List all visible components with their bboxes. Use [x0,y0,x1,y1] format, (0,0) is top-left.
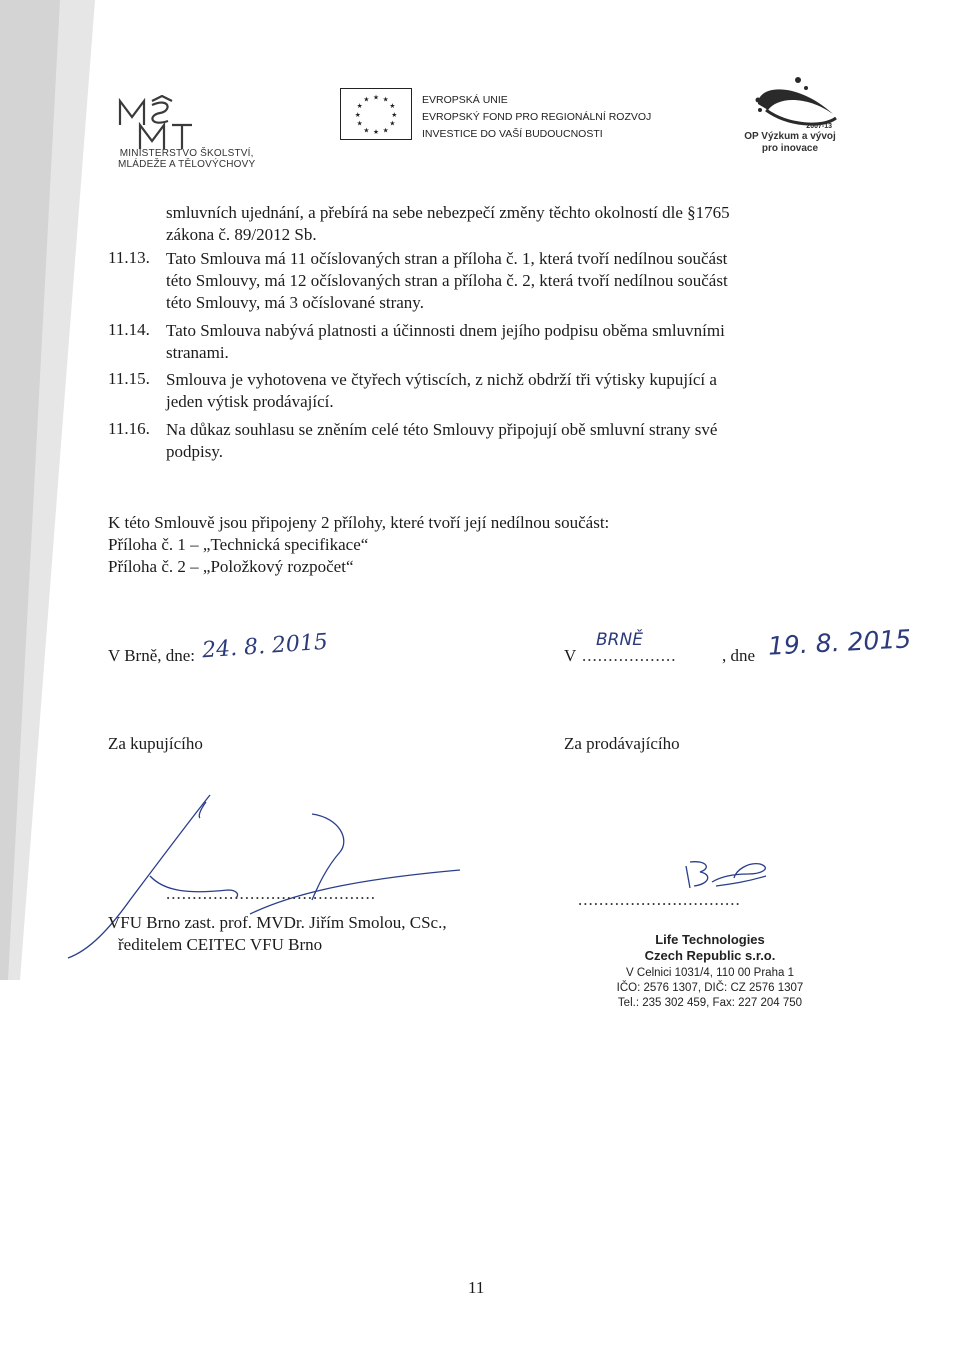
intro-paragraph [166,202,730,246]
right-place-handwritten: BRNĚ [596,630,643,650]
svg-text:★: ★ [356,102,363,111]
seller-signature-dots: ............................... [578,890,741,909]
svg-text:★: ★ [363,95,370,104]
svg-text:★: ★ [354,110,361,119]
svg-text:★: ★ [356,119,363,128]
msmt-line-2: MLÁDEŽE A TĚLOVÝCHOVY [118,159,256,170]
eu-flag-icon [340,88,412,140]
svg-text:★: ★ [382,95,389,104]
intro-line-2: zákona č. 89/2012 Sb. [166,225,317,244]
svg-text:★: ★ [389,102,396,111]
eu-line-2: EVROPSKÝ FOND PRO REGIONÁLNÍ ROZVOJ [422,111,652,123]
clause-line: této Smlouvy, má 3 očíslované strany. [166,293,424,312]
msmt-logo-icon [112,95,212,150]
eu-line-1: EVROPSKÁ UNIE [422,94,508,106]
svg-text:★: ★ [372,128,380,137]
svg-text:★: ★ [372,93,380,102]
seller-label: Za prodávajícího [564,734,680,753]
attachment-item-1: Příloha č. 1 – „Technická specifikace“ [108,535,369,554]
buyer-signature-dots: ........................................ [166,884,376,903]
attachments-intro: K této Smlouvě jsou připojeny 2 přílohy, které tvoří její nedílnou součást: [108,513,610,532]
svg-text:★: ★ [382,126,389,135]
clause-text [166,419,717,463]
clause-line: Tato Smlouva má 11 očíslovaných stran a příloha č. 1, která tvoří nedílnou součást [166,249,728,268]
clause-number: 11.13. [108,248,150,267]
clause-text [166,320,725,364]
op-line-1: OP Výzkum a vývoj [744,131,836,142]
buyer-label: Za kupujícího [108,734,203,753]
stamp-line-1: Life Technologies [655,932,765,947]
stamp-line-4: IČO: 2576 1307, DIČ: CZ 2576 1307 [616,982,804,994]
buyer-signatory [108,912,447,956]
op-years: 2007-13 [806,123,832,130]
right-place-dots: .................. [582,646,677,665]
clause-line: této Smlouvy, má 12 očíslovaných stran a příloha č. 2, která tvoří nedílnou součást [166,271,728,290]
eu-line-3: INVESTICE DO VAŠÍ BUDOUCNOSTI [422,128,603,140]
clause-line: jeden výtisk prodávající. [166,392,334,411]
clause-line: Na důkaz souhlasu se zněním celé této Smlouvy připojují obě smluvní strany své [166,420,718,439]
svg-text:★: ★ [363,126,370,135]
clause-line: Smlouva je vyhotovena ve čtyřech výtiscích, z nichž obdrží tři výtisky kupující a [166,370,717,389]
page-number: 11 [468,1278,485,1297]
op-caption [730,131,850,155]
buyer-name-line-1: VFU Brno zast. prof. MVDr. Jiřím Smolou, CSc., [108,913,447,932]
op-vav-logo-icon [728,74,848,134]
right-date-handwritten: 19. 8. 2015 [767,624,912,661]
msmt-line-1: MINISTERSTVO ŠKOLSTVÍ, [119,148,254,159]
op-line-2: pro inovace [761,143,819,154]
attachment-item-2: Příloha č. 2 – „Položkový rozpočet“ [108,557,354,576]
stamp-line-2: Czech Republic s.r.o. [644,948,776,963]
clause-text [166,248,728,314]
left-date-handwritten: 24. 8. 2015 [201,629,329,664]
clause-line: podpisy. [166,442,223,461]
clause-number: 11.16. [108,419,150,438]
clause-line: stranami. [166,343,229,362]
attachments-block [108,512,609,578]
left-place-date-label: V Brně, dne: [108,646,196,665]
right-date-label: , dne [722,646,756,665]
svg-text:★: ★ [391,110,398,119]
stamp-line-5: Tel.: 235 302 459, Fax: 227 204 750 [617,997,803,1009]
buyer-name-line-2: ředitelem CEITEC VFU Brno [118,935,323,954]
eu-caption [422,92,651,143]
stamp-line-3: V Celnici 1031/4, 110 00 Praha 1 [626,967,794,979]
clause-number: 11.15. [108,369,150,388]
clause-line: Tato Smlouva nabývá platnosti a účinnosti dnem jejího podpisu oběma smluvními [166,321,725,340]
msmt-caption [118,148,255,170]
svg-text:★: ★ [389,119,396,128]
right-place-prefix: V [564,646,577,665]
intro-line-1: smluvních ujednání, a přebírá na sebe nebezpečí změny těchto okolností dle §1765 [166,203,730,222]
company-stamp [600,932,820,1011]
clause-number: 11.14. [108,320,150,339]
clause-text [166,369,717,413]
